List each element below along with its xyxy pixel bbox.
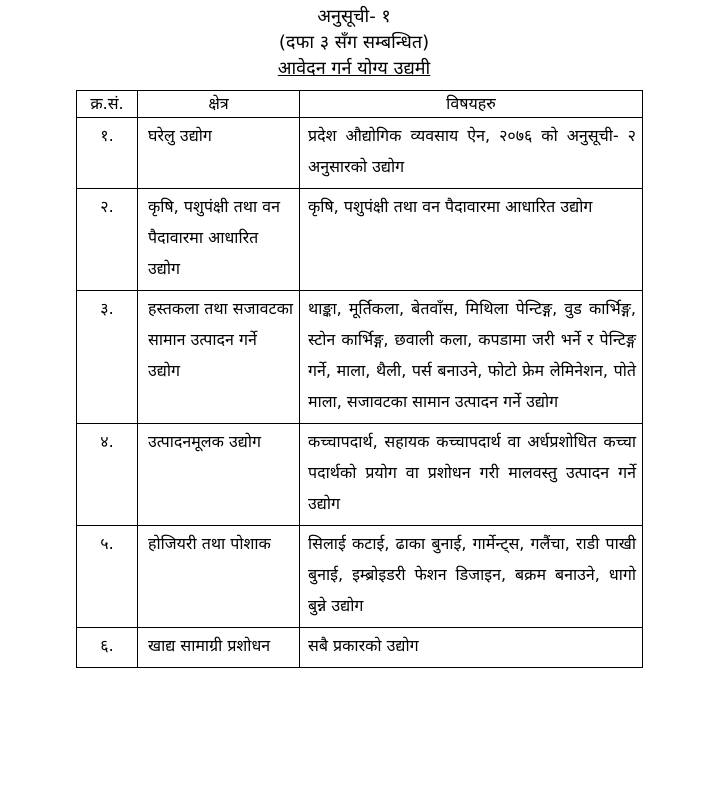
table-header-row: [77, 91, 643, 118]
table-row: [77, 291, 643, 424]
section-reference: (दफा ३ सँग सम्बन्धित): [278, 32, 430, 53]
subject-cell: थाङ्का, मूर्तिकला, बेतवाँस, मिथिला पेन्टिङ्ग, वुड कार्भिङ्ग, स्टोन कार्भिङ्ग, छवाली कला, कपडामा जरी भर्ने र पेन्टिङ्ग गर्ने, माला, थैली, पर्स बनाउने, फोटो फ्रेम लेमिनेशन, पोते माला, सजावटका सामान उत्पादन गर्ने उद्योग: [300, 291, 643, 424]
sector-cell: कृषि, पशुपंक्षी तथा वन पैदावारमा आधारित उद्योग: [138, 189, 300, 291]
table-row: [77, 424, 643, 526]
column-header-sector: क्षेत्र: [138, 91, 300, 118]
serial-number: ६.: [77, 628, 138, 668]
sector-cell: घरेलु उद्योग: [138, 118, 300, 189]
sector-cell: खाद्य सामाग्री प्रशोधन: [138, 628, 300, 668]
table-row: [77, 118, 643, 189]
serial-number: ३.: [77, 291, 138, 424]
serial-number: १.: [77, 118, 138, 189]
serial-number: ४.: [77, 424, 138, 526]
document-title: आवेदन गर्न योग्य उद्यमी: [277, 58, 431, 79]
column-header-subjects: विषयहरु: [300, 91, 643, 118]
subject-cell: कच्चापदार्थ, सहायक कच्चापदार्थ वा अर्धप्रशोधित कच्चा पदार्थको प्रयोग वा प्रशोधन गरी मालवस्तु उत्पादन गर्ने उद्योग: [300, 424, 643, 526]
schedule-heading: अनुसूची- १: [317, 6, 391, 27]
serial-number: ५.: [77, 526, 138, 628]
subject-cell: सिलाई कटाई, ढाका बुनाई, गार्मेन्ट्स, गलैंचा, राडी पाखी बुनाई, इम्ब्रोइडरी फेशन डिजाइन, बक्रम बनाउने, धागो बुन्ने उद्योग: [300, 526, 643, 628]
subject-cell: प्रदेश औद्योगिक व्यवसाय ऐन, २०७६ को अनुसूची- २ अनुसारको उद्योग: [300, 118, 643, 189]
sector-cell: हस्तकला तथा सजावटका सामान उत्पादन गर्ने उद्योग: [138, 291, 300, 424]
sector-cell: होजियरी तथा पोशाक: [138, 526, 300, 628]
column-header-serial: क्र.सं.: [77, 91, 138, 118]
table-row: [77, 628, 643, 668]
subject-cell: कृषि, पशुपंक्षी तथा वन पैदावारमा आधारित उद्योग: [300, 189, 643, 291]
eligibility-table: [76, 90, 643, 668]
sector-cell: उत्पादनमूलक उद्योग: [138, 424, 300, 526]
serial-number: २.: [77, 189, 138, 291]
table-row: [77, 526, 643, 628]
subject-cell: सबै प्रकारको उद्योग: [300, 628, 643, 668]
table-row: [77, 189, 643, 291]
